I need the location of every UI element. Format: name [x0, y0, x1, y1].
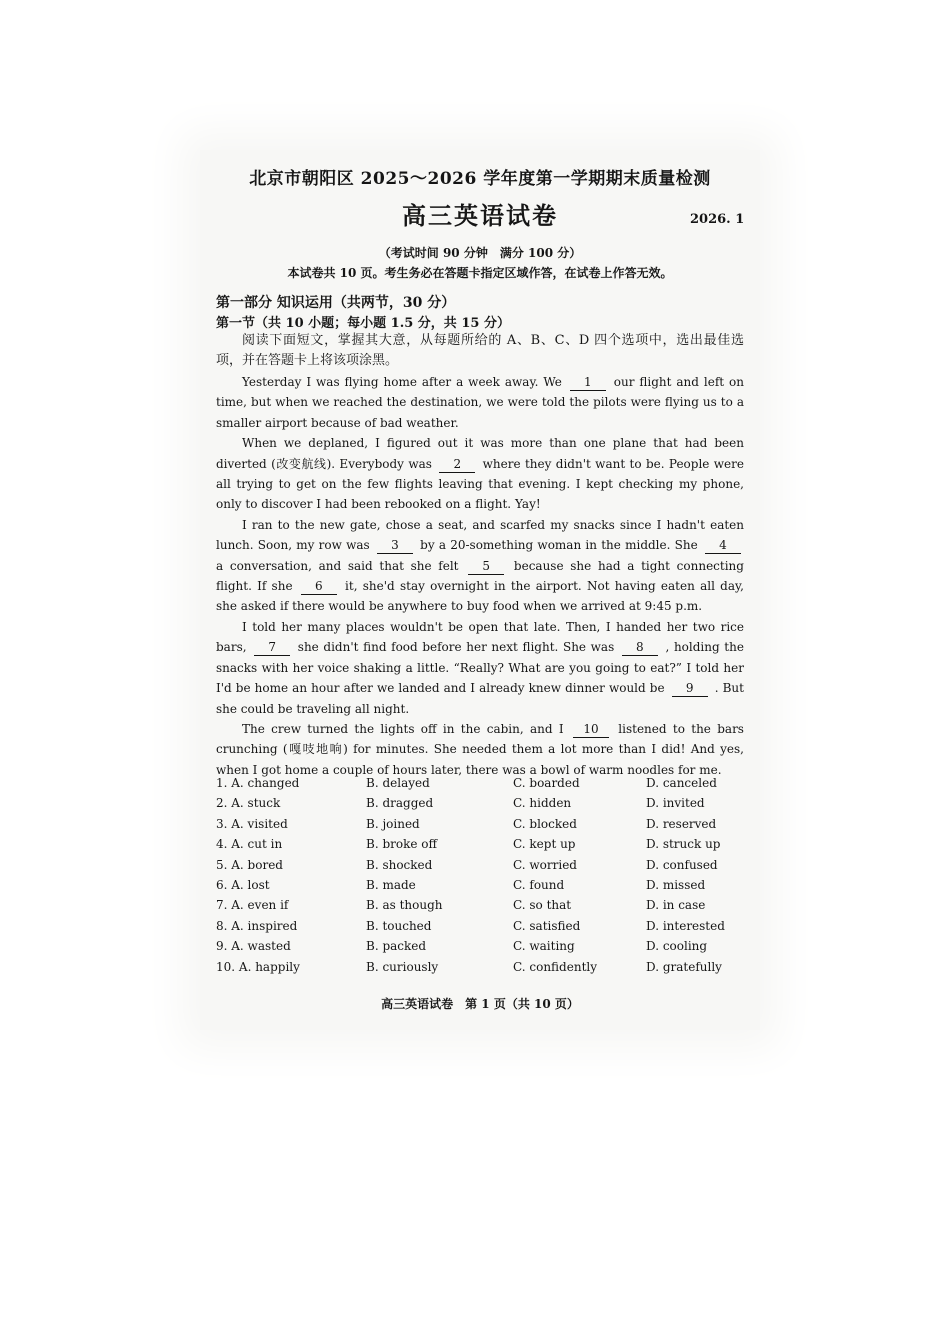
passage-text: a conversation, and said that she felt	[216, 558, 459, 573]
option-d: D. interested	[646, 918, 725, 933]
option-a: 4. A. cut in	[216, 837, 283, 852]
passage-text: by a 20-something woman in the middle. She	[420, 538, 698, 553]
option-d: D. canceled	[646, 776, 717, 790]
option-row	[216, 960, 746, 980]
option-row	[216, 776, 746, 796]
option-d: D. cooling	[646, 939, 708, 954]
passage-text: Yesterday I was flying home after a week away. We	[242, 375, 562, 389]
blank-2: 2	[439, 457, 475, 473]
passage-text: . But she could be traveling all night.	[216, 681, 744, 716]
page-footer: 高三英语试卷 第 1 页（共 10 页）	[381, 997, 579, 1011]
option-d: D. gratefully	[646, 959, 722, 974]
option-a: 10. A. happily	[216, 959, 300, 974]
option-b: B. as though	[366, 898, 443, 913]
option-d: D. missed	[646, 877, 706, 892]
option-b: B. curiously	[366, 959, 439, 974]
passage-text: The crew turned the lights off in the cabin, and I	[242, 721, 564, 736]
option-row	[216, 919, 746, 939]
option-row	[216, 796, 746, 816]
option-row	[216, 817, 746, 837]
option-c: C. confidently	[513, 959, 598, 974]
blank-3: 3	[377, 538, 413, 554]
option-d: D. reserved	[646, 816, 717, 831]
option-row	[216, 878, 746, 898]
option-d: D. in case	[646, 898, 706, 913]
passage-paragraph-3	[216, 515, 744, 617]
option-b: B. joined	[366, 816, 420, 831]
option-b: B. dragged	[366, 796, 434, 811]
exam-header-line: 北京市朝阳区 2025～2026 学年度第一学期期末质量检测	[249, 169, 711, 189]
option-a: 1. A. changed	[216, 776, 300, 790]
option-d: D. invited	[646, 796, 705, 811]
section-directions: 阅读下面短文，掌握其大意，从每题所给的 A、B、C、D 四个选项中，选出最佳选项，并在答题卡上将该项涂黑。	[216, 333, 744, 368]
option-row	[216, 837, 746, 857]
passage-text: listened to the bars crunching (嘎吱地响) for minutes. She needed them a lot more than I did! And yes, when I got home a couple of hours later, there was a bowl of warm noodles for me.	[216, 721, 744, 777]
cloze-passage	[216, 372, 744, 780]
passage-text: , holding the snacks with her voice shaking a little. “Really? What are you going to eat?” I told her I'd be home an hour after we landed and I already knew dinner would be	[216, 640, 744, 696]
passage-paragraph-5	[216, 719, 744, 780]
option-c: C. waiting	[513, 939, 575, 954]
option-a: 5. A. bored	[216, 857, 283, 872]
option-c: C. hidden	[513, 796, 572, 811]
option-b: B. made	[366, 877, 416, 892]
passage-text: When we deplaned, I figured out it was more than one plane that had been diverted (改变航线). Everybody was	[216, 436, 744, 471]
option-c: C. satisfied	[513, 918, 581, 933]
exam-title: 高三英语试卷	[402, 201, 558, 230]
option-b: B. shocked	[366, 857, 433, 872]
passage-paragraph-1	[216, 372, 744, 433]
blank-9: 9	[672, 681, 708, 697]
option-a: 8. A. inspired	[216, 918, 298, 933]
option-a: 6. A. lost	[216, 877, 270, 892]
passage-text: I ran to the new gate, chose a seat, and scarfed my snacks since I hadn't eaten lunch. Soon, my row was	[216, 517, 744, 553]
exam-time-limit: （考试时间 90 分钟 满分 100 分）	[378, 246, 582, 260]
option-row	[216, 858, 746, 878]
passage-text: I told her many places wouldn't be open that late. Then, I handed her two rice bars,	[216, 619, 744, 655]
option-c: C. worried	[513, 857, 577, 872]
option-a: 2. A. stuck	[216, 796, 281, 811]
passage-paragraph-4	[216, 617, 744, 719]
option-c: C. found	[513, 877, 565, 892]
exam-date: 2026. 1	[690, 212, 745, 227]
option-b: B. broke off	[366, 837, 438, 852]
option-row	[216, 898, 746, 918]
passage-paragraph-2	[216, 433, 744, 515]
part-title: 第一部分 知识运用（共两节，30 分）	[216, 295, 456, 311]
option-c: C. blocked	[513, 816, 577, 831]
option-c: C. boarded	[513, 776, 580, 790]
passage-text: because she had a tight connecting flight. If she	[216, 558, 744, 594]
section-title: 第一节（共 10 小题；每小题 1.5 分，共 15 分）	[216, 316, 510, 331]
option-d: D. confused	[646, 857, 718, 872]
option-b: B. packed	[366, 939, 427, 954]
option-c: C. so that	[513, 898, 572, 913]
blank-6: 6	[301, 579, 337, 595]
passage-text: it, she'd stay overnight in the airport. Not having eaten all day, she asked if there would be anywhere to buy food when we arrived at 9:45 p.m.	[216, 579, 744, 614]
passage-text: she didn't find food before her next flight. She was	[297, 640, 615, 655]
blank-10: 10	[573, 722, 609, 738]
blank-7: 7	[254, 640, 290, 656]
option-d: D. struck up	[646, 837, 721, 852]
blank-1: 1	[570, 375, 606, 391]
option-a: 7. A. even if	[216, 898, 289, 913]
option-a: 9. A. wasted	[216, 939, 291, 954]
exam-instruction: 本试卷共 10 页。考生务必在答题卡指定区域作答，在试卷上作答无效。	[287, 266, 673, 280]
option-row	[216, 939, 746, 959]
option-b: B. delayed	[366, 776, 430, 790]
option-c: C. kept up	[513, 837, 576, 852]
passage-text: where they didn't want to be. People were all trying to get on the few flights leaving that evening. I kept checking my phone, only to discover I had been rebooked on a flight. Yay!	[216, 456, 744, 512]
blank-5: 5	[468, 559, 504, 575]
blank-8: 8	[622, 640, 658, 656]
passage-text: our flight and left on time, but when we reached the destination, we were told the pilots were flying us to a smaller airport because of bad weather.	[216, 375, 744, 430]
answer-options	[216, 776, 746, 980]
blank-4: 4	[705, 538, 741, 554]
option-b: B. touched	[366, 918, 432, 933]
option-a: 3. A. visited	[216, 816, 288, 831]
